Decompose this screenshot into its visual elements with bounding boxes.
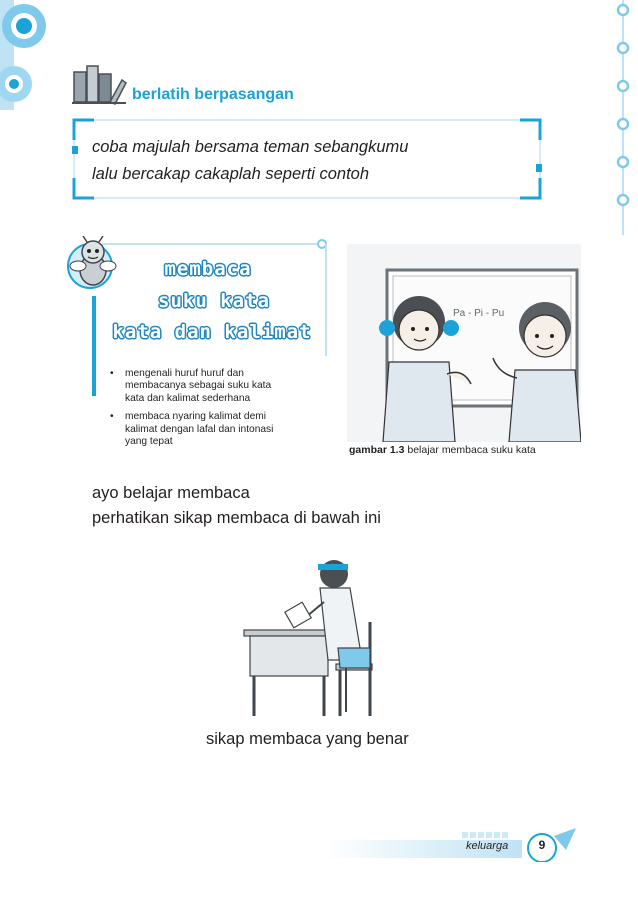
section-title: berlatih berpasangan: [132, 86, 294, 103]
board-text: Pa - Pi - Pu: [453, 308, 505, 319]
figure-caption-label: gambar 1.3: [349, 444, 405, 456]
instruction-line-2: lalu bercakap cakaplah seperti contoh: [92, 165, 370, 183]
chapter-label: keluarga: [466, 840, 509, 852]
bullet-icon: •: [110, 411, 114, 423]
list-item: • membaca nyaring kalimat demi kalimat dengan lafal dan intonasi yang tepat: [110, 411, 274, 448]
figure-caption-text: belajar membaca suku kata: [407, 444, 536, 456]
body-line-1: ayo belajar membaca: [92, 484, 250, 502]
objectives-title-line-2: suku kata: [158, 290, 270, 312]
objectives-list: [108, 368, 318, 454]
list-item: • mengenali huruf huruf dan membacanya sebagai suku kata kata dan kalimat sederhana: [110, 368, 272, 404]
page-edge-decoration: [0, 0, 60, 110]
page-number: 9: [538, 838, 546, 852]
reading-posture-illustration: [240, 552, 390, 718]
objectives-title-line-1: membaca: [164, 258, 252, 280]
figure-caption: [349, 444, 536, 456]
bullet-icon: •: [110, 368, 114, 379]
objectives-title-line-3: kata dan kalimat: [112, 321, 312, 343]
classroom-illustration: [347, 244, 581, 442]
instruction-box: [72, 118, 542, 200]
chain-decoration: [608, 0, 638, 235]
instruction-line-1: coba majulah bersama teman sebangkumu: [92, 138, 409, 156]
books-icon: [70, 62, 128, 106]
picture-caption: sikap membaca yang benar: [206, 730, 409, 748]
body-line-2: perhatikan sikap membaca di bawah ini: [92, 509, 381, 527]
